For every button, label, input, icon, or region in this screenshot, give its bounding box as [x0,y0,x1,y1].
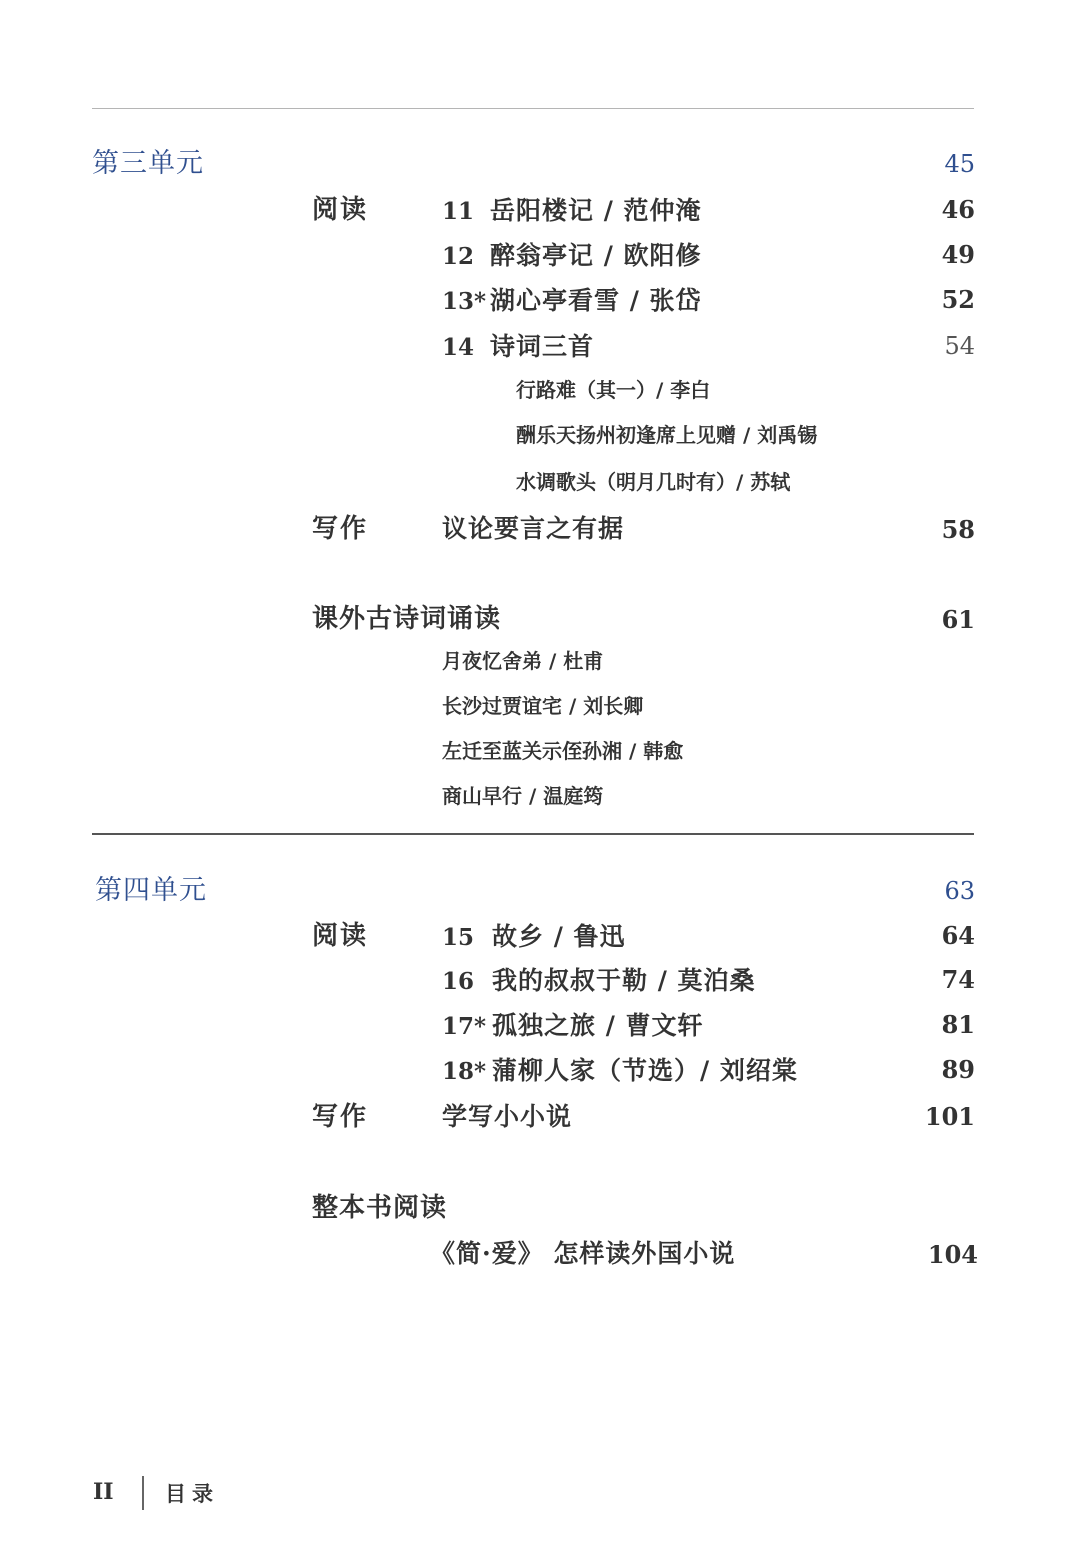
lesson-number: 11 [442,198,475,225]
poem-title[interactable]: 酬乐天扬州初逢席上见赠 / 刘禹锡 [516,423,818,447]
lesson-title[interactable]: 故乡 / 鲁迅 [492,922,626,951]
extra-poem[interactable]: 月夜忆舍弟 / 杜甫 [442,649,604,673]
lesson-number: 15 [442,924,475,951]
lesson-number: 16 [442,968,475,995]
poem-title[interactable]: 行路难（其一）/ 李白 [516,378,711,402]
unit4-page: 63 [944,877,975,905]
lesson-number: 18* [442,1058,487,1085]
lesson-title[interactable]: 醉翁亭记 / 欧阳修 [490,241,702,270]
footer-separator [142,1476,144,1510]
lesson-page: 74 [941,965,975,994]
writing-title[interactable]: 议论要言之有据 [442,514,625,543]
whole-book-title[interactable]: 整本书阅读 [312,1193,448,1223]
writing-page: 101 [924,1102,975,1131]
lesson-number: 17* [442,1013,487,1040]
writing-page: 58 [941,515,975,544]
section-divider [92,833,974,835]
unit4-title: 第四单元 [95,875,207,906]
lesson-page: 52 [941,285,975,314]
poem-title[interactable]: 水调歌头（明月几时有）/ 苏轼 [516,470,791,494]
lesson-page: 89 [941,1055,975,1084]
whole-book-item[interactable]: 《简·爱》 怎样读外国小说 [430,1239,736,1268]
unit4-reading-label: 阅读 [312,921,369,951]
extra-poem[interactable]: 商山早行 / 温庭筠 [442,784,604,808]
page-numeral: II [93,1479,114,1505]
whole-book-page: 104 [927,1240,978,1269]
lesson-number: 12 [442,243,475,270]
lesson-title[interactable]: 我的叔叔于勒 / 莫泊桑 [492,966,756,995]
extra-reading-title[interactable]: 课外古诗词诵读 [312,604,502,634]
extra-reading-page: 61 [941,605,975,634]
lesson-page: 81 [941,1010,975,1039]
lesson-page: 49 [941,240,975,269]
lesson-page: 54 [944,332,975,360]
footer-title: 目录 [165,1481,219,1506]
lesson-number: 14 [442,334,475,361]
lesson-title[interactable]: 岳阳楼记 / 范仲淹 [490,196,702,225]
lesson-title[interactable]: 湖心亭看雪 / 张岱 [490,286,702,315]
unit4-writing-label: 写作 [312,1102,369,1132]
top-divider [92,108,974,109]
extra-poem[interactable]: 左迁至蓝关示侄孙湘 / 韩愈 [442,739,684,763]
unit3-page: 45 [944,150,975,178]
unit3-title: 第三单元 [92,148,204,179]
lesson-title[interactable]: 孤独之旅 / 曹文轩 [492,1011,704,1040]
writing-title[interactable]: 学写小小说 [442,1102,573,1131]
lesson-page: 46 [941,195,975,224]
lesson-page: 64 [941,921,975,950]
extra-poem[interactable]: 长沙过贾谊宅 / 刘长卿 [442,694,644,718]
unit3-writing-label: 写作 [312,514,369,544]
lesson-title[interactable]: 诗词三首 [490,332,595,361]
lesson-number: 13* [442,288,487,315]
unit3-reading-label: 阅读 [312,195,369,225]
lesson-title[interactable]: 蒲柳人家（节选）/ 刘绍棠 [492,1056,798,1085]
